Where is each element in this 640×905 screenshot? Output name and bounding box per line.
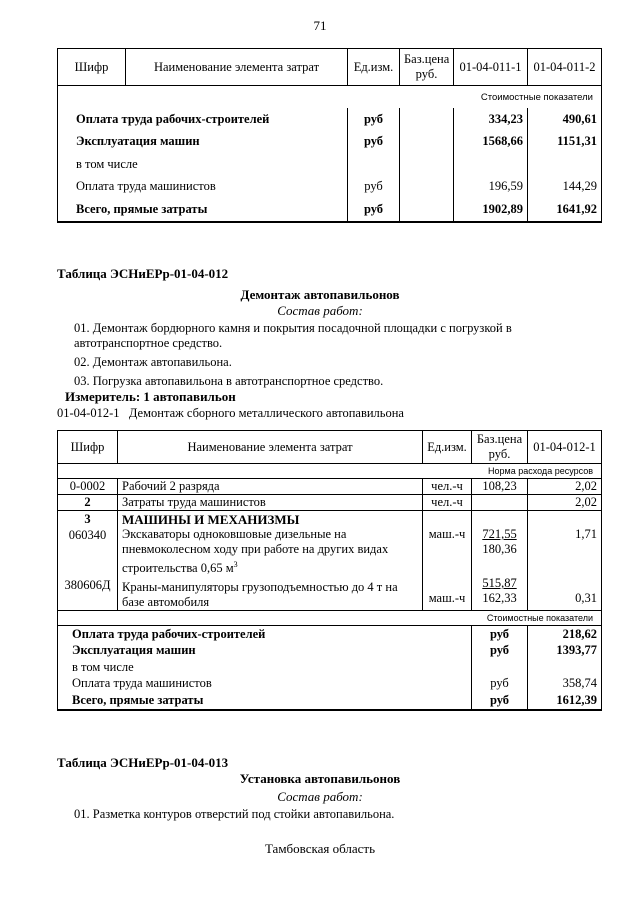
cost-indicators-label: Стоимостные показатели bbox=[58, 86, 602, 109]
operations-list bbox=[74, 807, 554, 822]
table-row: Оплата труда машинистов руб 196,59 144,29 bbox=[58, 176, 602, 199]
table-row: 3 060340 380606Д МАШИНЫ И МЕХАНИЗМЫ Экскаваторы одноковшовые дизельные на пневмоколесном ходу при работе на других видах строительства 0,65 $м^3$ Краны-манипуляторы грузоподъемностью до 4 т на базе автомобиля маш.-ч маш.-ч 721,55 180,36 515,87 162,33 1,71 0,31 bbox=[58, 511, 602, 611]
table-row: 2 Затраты труда машинистов чел.-ч 2,02 bbox=[58, 495, 602, 511]
header-code: Шифр bbox=[58, 49, 126, 86]
table-row: в том числе bbox=[58, 659, 602, 676]
meter-label: Измеритель: 1 автопавильон bbox=[65, 389, 236, 404]
item-name: Демонтаж сборного металлического автопавильона bbox=[128, 406, 404, 420]
composition-label: Состав работ: bbox=[277, 303, 363, 318]
operation-item: 01. Разметка контуров отверстий под стойки автопавильона. bbox=[74, 807, 395, 821]
operation-item: 03. Погрузка автопавильона в автотранспортное средство. bbox=[74, 374, 384, 388]
header-col-1: 01-04-012-1 bbox=[528, 431, 602, 464]
page-number: 71 bbox=[313, 18, 327, 33]
header-name: Наименование элемента затрат bbox=[118, 431, 423, 464]
cost-indicators-label: Стоимостные показатели bbox=[58, 611, 602, 626]
composition-label: Состав работ: bbox=[277, 789, 363, 804]
table-row: Оплата труда рабочих-строителей руб 334,23 490,61 bbox=[58, 108, 602, 131]
resource-table-012 bbox=[57, 430, 602, 711]
table-row: Всего, прямые затраты руб 1902,89 1641,92 bbox=[58, 198, 602, 222]
header-col-1: 01-04-011-1 bbox=[454, 49, 528, 86]
table-title-012: Таблица ЭСНиЕРр-01-04-012 bbox=[57, 266, 229, 281]
header-name: Наименование элемента затрат bbox=[126, 49, 348, 86]
table-row: в том числе bbox=[58, 153, 602, 176]
operations-list bbox=[74, 321, 554, 389]
table-row: 0-0002 Рабочий 2 разряда чел.-ч 108,23 2,02 bbox=[58, 479, 602, 495]
section-title: Демонтаж автопавильонов bbox=[240, 287, 400, 302]
table-row: Оплата труда машинистов руб 358,74 bbox=[58, 676, 602, 693]
table-row: Эксплуатация машин руб 1393,77 bbox=[58, 643, 602, 660]
cost-table-011 bbox=[57, 48, 602, 223]
header-code: Шифр bbox=[58, 431, 118, 464]
item-code: 01-04-012-1 bbox=[57, 406, 120, 420]
header-base-price: Баз.цена руб. bbox=[472, 431, 528, 464]
operation-item: 02. Демонтаж автопавильона. bbox=[74, 355, 232, 369]
header-col-2: 01-04-011-2 bbox=[528, 49, 602, 86]
header-base-price: Баз.цена руб. bbox=[400, 49, 454, 86]
item-description bbox=[57, 406, 404, 421]
page-footer: Тамбовская область bbox=[264, 841, 376, 856]
table-header bbox=[58, 431, 602, 464]
operation-item: 01. Демонтаж бордюрного камня и покрытия посадочной площадки с погрузкой в автотранспортное средство. bbox=[74, 321, 512, 350]
section-title: Установка автопавильонов bbox=[239, 771, 401, 786]
table-row: Эксплуатация машин руб 1568,66 1151,31 bbox=[58, 131, 602, 154]
header-unit: Ед.изм. bbox=[423, 431, 472, 464]
header-unit: Ед.изм. bbox=[348, 49, 400, 86]
resource-norms-label: Норма расхода ресурсов bbox=[58, 464, 602, 479]
table-row: Всего, прямые затраты руб 1612,39 bbox=[58, 692, 602, 710]
table-title-013: Таблица ЭСНиЕРр-01-04-013 bbox=[57, 755, 229, 770]
table-header bbox=[58, 49, 602, 86]
table-row: Оплата труда рабочих-строителей руб 218,62 bbox=[58, 626, 602, 643]
